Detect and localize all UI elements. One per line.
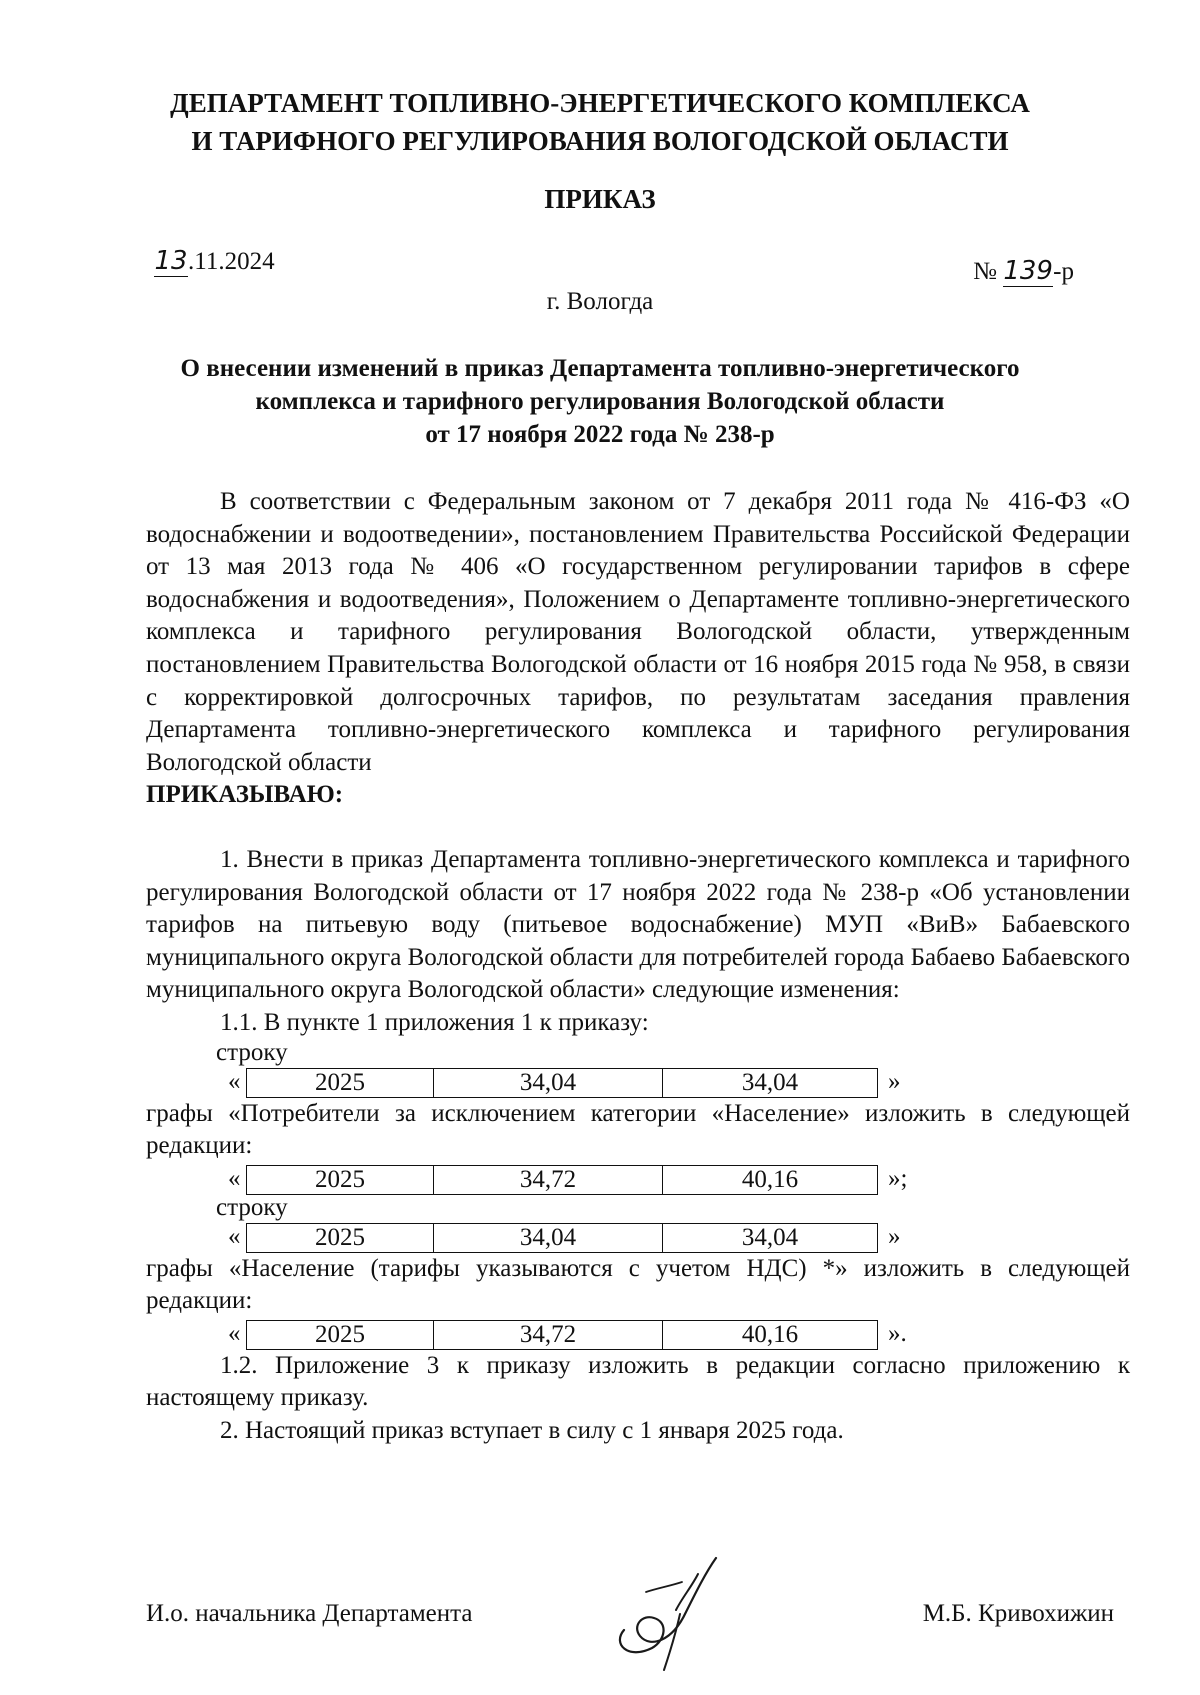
cell-value-2: 34,04 <box>662 1224 877 1252</box>
document-body <box>146 486 1130 1448</box>
number-suffix: -р <box>1053 258 1074 285</box>
date-day-handwritten: 13 <box>154 246 188 276</box>
signature-block <box>146 1580 1114 1690</box>
tariff-cells <box>246 1068 878 1098</box>
cell-value-1: 34,04 <box>433 1069 662 1097</box>
cell-year: 2025 <box>315 1068 365 1096</box>
cell-value-1: 34,04 <box>433 1224 662 1252</box>
order-date <box>154 246 275 277</box>
signatory-role: И.о. начальника Департамента <box>146 1600 473 1627</box>
cell-value-2: 40,16 <box>662 1166 877 1194</box>
item-1-paragraph <box>146 844 1130 1007</box>
item-2: 2. Настоящий приказ вступает в силу с 1 января 2025 года. <box>220 1417 844 1445</box>
subject-line-1: О внесении изменений в приказ Департамента топливно-энергетического <box>180 355 1020 382</box>
cell-value-2: 40,16 <box>662 1321 877 1349</box>
cell-value-1: 34,72 <box>433 1166 662 1194</box>
item-1-2-text: 1.2. Приложение 3 к приказу изложить в редакции согласно приложению к настоящему приказу. <box>146 1351 1130 1412</box>
order-subject <box>0 352 1200 451</box>
header-line-1: ДЕПАРТАМЕНТ ТОПЛИВНО-ЭНЕРГЕТИЧЕСКОГО КОМПЛЕКСА <box>170 88 1030 118</box>
cell-year: 2025 <box>315 1223 365 1251</box>
grafa-1: графы «Потребители за исключением категории «Население» изложить в следующей редакции: <box>146 1099 1130 1160</box>
cell-value-2: 34,04 <box>662 1069 877 1097</box>
tariff-row-new-2 <box>146 1318 1130 1350</box>
quote-close: » <box>888 1222 901 1250</box>
header-line-2: И ТАРИФНОГО РЕГУЛИРОВАНИЯ ВОЛОГОДСКОЙ ОБЛАСТИ <box>191 126 1009 156</box>
preamble-paragraph <box>146 486 1130 779</box>
quote-open: « <box>228 1164 241 1192</box>
label-stroku-2: строку <box>216 1193 288 1221</box>
item-1-2-paragraph <box>146 1350 1130 1415</box>
number-value-handwritten: 139 <box>1003 256 1053 286</box>
department-header <box>0 84 1200 160</box>
tariff-cells <box>246 1223 878 1253</box>
date-rest: .11.2024 <box>188 248 275 275</box>
quote-close: ». <box>888 1319 907 1347</box>
tariff-row-old-2 <box>146 1221 1130 1253</box>
handwritten-signature-icon <box>606 1552 736 1672</box>
city: г. Вологда <box>546 288 654 315</box>
tariff-row-old-1 <box>146 1066 1130 1098</box>
quote-open: « <box>228 1222 241 1250</box>
order-number <box>973 256 1074 287</box>
grafa-2: графы «Население (тарифы указываются с учетом НДС) *» изложить в следующей редакции: <box>146 1254 1130 1315</box>
item-1-1: 1.1. В пункте 1 приложения 1 к приказу: <box>220 1008 649 1036</box>
tariff-row-new-1 <box>146 1163 1130 1195</box>
order-word: ПРИКАЗЫВАЮ: <box>146 781 344 809</box>
subject-line-2: комплекса и тарифного регулирования Вологодской области <box>255 388 945 415</box>
cell-value-1: 34,72 <box>433 1321 662 1349</box>
quote-close: »; <box>888 1164 908 1192</box>
subject-line-3: от 17 ноября 2022 года № 238-р <box>425 421 775 448</box>
cell-year: 2025 <box>315 1165 365 1193</box>
quote-open: « <box>228 1319 241 1347</box>
preamble-text: В соответствии с Федеральным законом от 7 декабря 2011 года № 416-ФЗ «О водоснабжении и водоотведении», постановлением Правительства Российской Федерации от 13 мая 2013 года № 406 «О государственном регулировании тарифов в сфере водоснабжения и водоотведения», Положением о Департаменте топливно-энергетического комплекса и тарифного регулирования Вологодской области, утвержденным постановлением Правительства Вологодской области от 16 ноября 2015 года № 958, в связи с корректировкой долгосрочных тарифов, по результатам заседания правления Департамента топливно-энергетического комплекса и тарифного регулирования Вологодской области <box>146 488 1130 776</box>
item-1-text: 1. Внести в приказ Департамента топливно-энергетического комплекса и тарифного регулирования Вологодской области от 17 ноября 2022 года № 238-р «Об установлении тарифов на питьевую воду (питьевое водоснабжение) МУП «ВиВ» Бабаевского муниципального округа Вологодской области для потребителей города Бабаево Бабаевского муниципального округа Вологодской области» следующие изменения: <box>146 845 1130 1004</box>
tariff-cells <box>246 1165 878 1195</box>
signatory-name: М.Б. Кривохижин <box>922 1600 1114 1627</box>
quote-close: » <box>888 1067 901 1095</box>
quote-open: « <box>228 1067 241 1095</box>
cell-year: 2025 <box>315 1320 365 1348</box>
label-stroku-1: строку <box>216 1038 288 1066</box>
order-title: ПРИКАЗ <box>544 184 656 214</box>
tariff-cells <box>246 1320 878 1350</box>
number-prefix: № <box>973 258 1004 285</box>
